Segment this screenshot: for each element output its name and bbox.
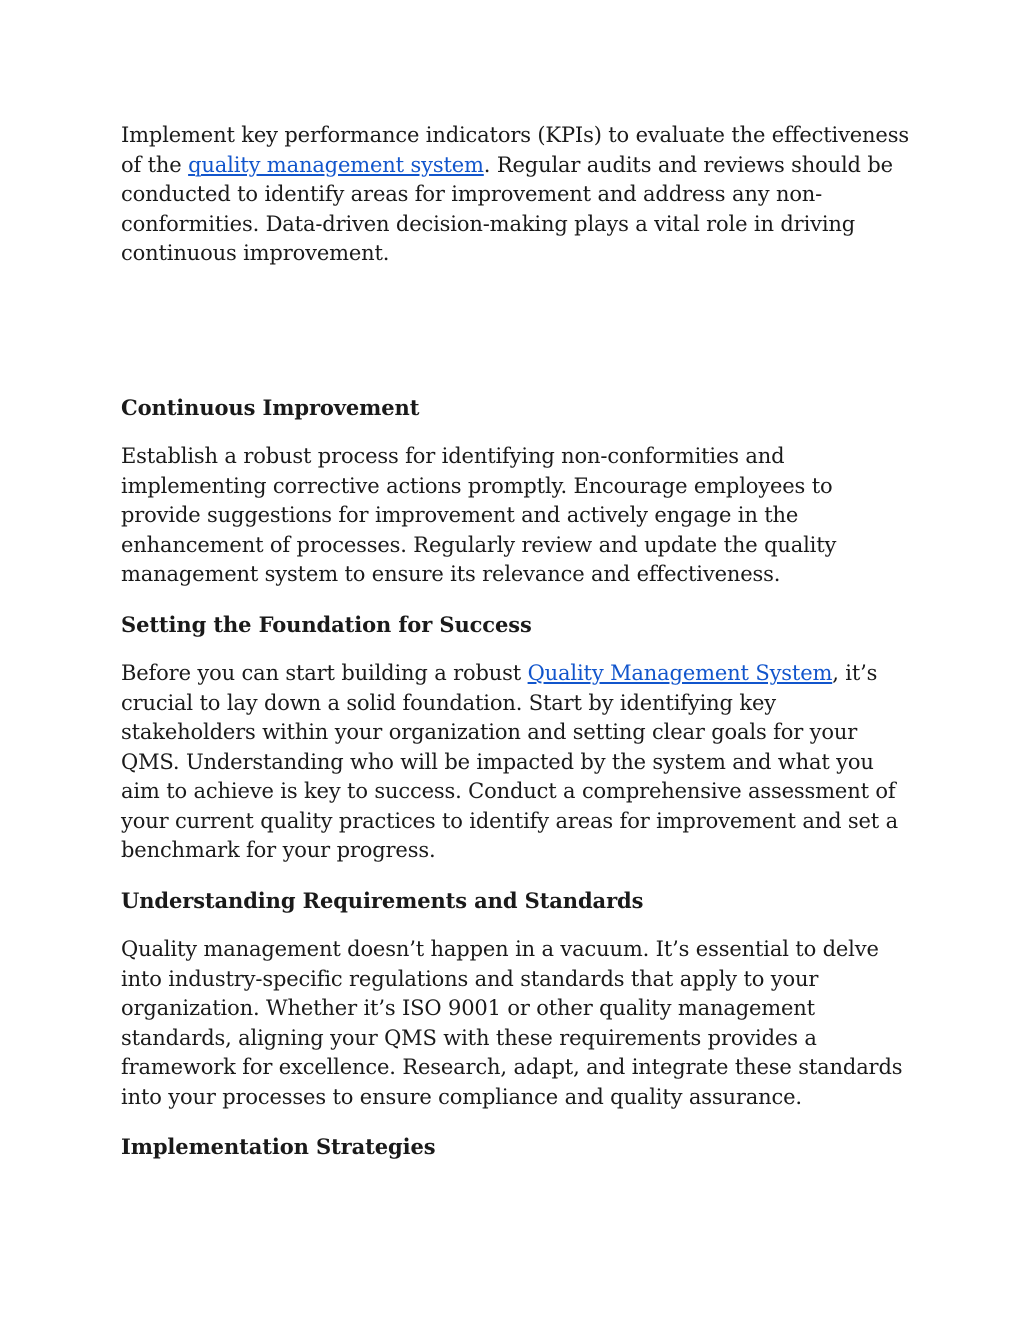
foundation-text-after-link: , it’s crucial to lay down a solid foundation. Start by identifying key stakeholders within your organization and setting clear goals for your QMS. Understanding who will be impacted by the system and what you aim to achieve is key to success. Conduct a comprehensive assessment of your current quality practices to identify areas for improvement and set a benchmark for your progress. <box>121 661 898 862</box>
foundation-text-before-link: Before you can start building a robust <box>121 661 528 685</box>
implementation-heading: Implementation Strategies <box>121 1134 436 1159</box>
qms-link[interactable]: Quality Management System <box>527 661 833 685</box>
document-page <box>121 121 911 1162</box>
quality-management-system-link[interactable]: quality management system <box>188 152 484 177</box>
continuous-improvement-heading: Continuous Improvement <box>121 394 420 420</box>
intro-text-before-link: Implement key performance indicators (KPIs) to evaluate the effectiveness of the <box>121 123 909 177</box>
requirements-paragraph: Quality management doesn’t happen in a vacuum. It’s essential to delve into industry-specific regulations and standards that apply to your organization. Whether it’s ISO 9001 or other quality management standards, aligning your QMS with these requirements provides a framework for excellence. Research, adapt, and integrate these standards into your processes to ensure compliance and quality assurance. <box>121 937 903 1109</box>
intro-paragraph <box>121 121 911 269</box>
foundation-heading: Setting the Foundation for Success <box>121 611 532 637</box>
foundation-paragraph <box>121 659 911 866</box>
continuous-improvement-paragraph: Establish a robust process for identifying non-conformities and implementing corrective actions promptly. Encourage employees to provide suggestions for improvement and actively engage in the enhancement of processes. Regularly review and update the quality management system to ensure its relevance and effectiveness. <box>121 444 837 586</box>
requirements-heading: Understanding Requirements and Standards <box>121 887 644 913</box>
intro-text-after-link: . Regular audits and reviews should be conducted to identify areas for improvement and address any non-conformities. Data-driven decision-making plays a vital role in driving continuous improvement. <box>121 152 893 265</box>
